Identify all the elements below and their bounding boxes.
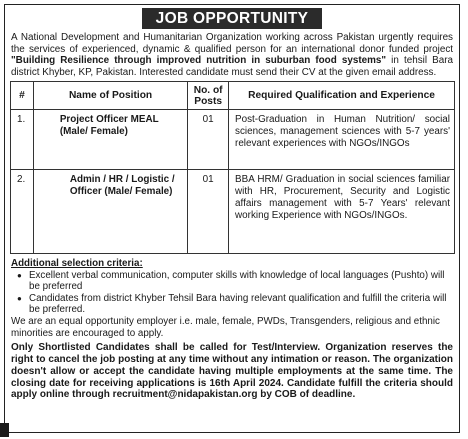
header-posts: No. of Posts: [188, 82, 229, 110]
page-title: JOB OPPORTUNITY: [142, 8, 323, 29]
deadline-text: by COB of deadline.: [257, 389, 356, 401]
list-item: [11, 270, 453, 293]
requirements-text: Post-Graduation in Human Nutrition/ social sciences, management sciences with 5-7 years' relevant experiences with NGOs/INGOs: [229, 110, 455, 170]
closing-paragraph: [11, 342, 453, 401]
row-number: 2.: [11, 170, 34, 254]
intro-text-after: in tehsil Bara district Khyber, KP, Pakistan. Interested candidate must send their CV at the given email address.: [11, 55, 453, 78]
positions-table: [10, 81, 455, 254]
job-advertisement: [4, 4, 460, 433]
requirements-text: BBA HRM/ Graduation in social sciences familiar with HR, Procurement, Security and Logistic affairs management with 5-7 Years' relevant working Experience with NGOs/INGOs.: [229, 170, 455, 254]
posts-count: 01: [188, 170, 229, 254]
closing-text: Only Shortlisted Candidates shall be called for Test/Interview. Organization reserves the right to cancel the job posting at any time without any intimation or reason. The organization doesn't allow or accept the candidate having multiple employments at the same time. The closing date for receiving applications is 16th April 2024. Candidate fulfill the criteria should apply online through: [11, 342, 453, 401]
bullet-icon: ●: [17, 293, 22, 303]
criteria-item: Excellent verbal communication, computer skills with knowledge of local languages (Pushto) will be preferred: [29, 269, 445, 293]
header-num: #: [11, 82, 34, 110]
position-name: Project Officer MEAL (Male/ Female): [33, 110, 187, 170]
list-item: [11, 293, 453, 316]
row-number: 1.: [11, 110, 34, 170]
project-name: "Building Resilience through improved nutrition in suburban food systems": [11, 55, 387, 67]
selection-criteria: [11, 258, 453, 315]
header-banner: [5, 7, 459, 29]
posts-count: 01: [188, 110, 229, 170]
criteria-title: Additional selection criteria:: [11, 258, 143, 270]
equal-opportunity-statement: We are an equal opportunity employer i.e. male, female, PWDs, Transgenders, religious and ethnic minorities are encouraged to apply.: [11, 316, 440, 339]
header-requirements: Required Qualification and Experience: [229, 82, 455, 110]
bullet-icon: ●: [17, 270, 22, 280]
intro-text: A National Development and Humanitarian Organization working across Pakistan urgently requires the services of experienced, dynamic & qualified person for an international donor funded project: [11, 32, 453, 55]
header-position: Name of Position: [33, 82, 187, 110]
application-email[interactable]: recruitment@nidapakistan.org: [112, 389, 258, 401]
table-row: [11, 110, 455, 170]
cursor-block-icon: [0, 423, 9, 437]
position-name: Admin / HR / Logistic / Officer (Male/ Female): [33, 170, 187, 254]
criteria-item: Candidates from district Khyber Tehsil Bara having relevant qualification and fulfill the criteria will be preferred.: [29, 292, 447, 315]
intro-paragraph: [11, 32, 453, 78]
table-header-row: [11, 82, 455, 110]
table-row: [11, 170, 455, 254]
